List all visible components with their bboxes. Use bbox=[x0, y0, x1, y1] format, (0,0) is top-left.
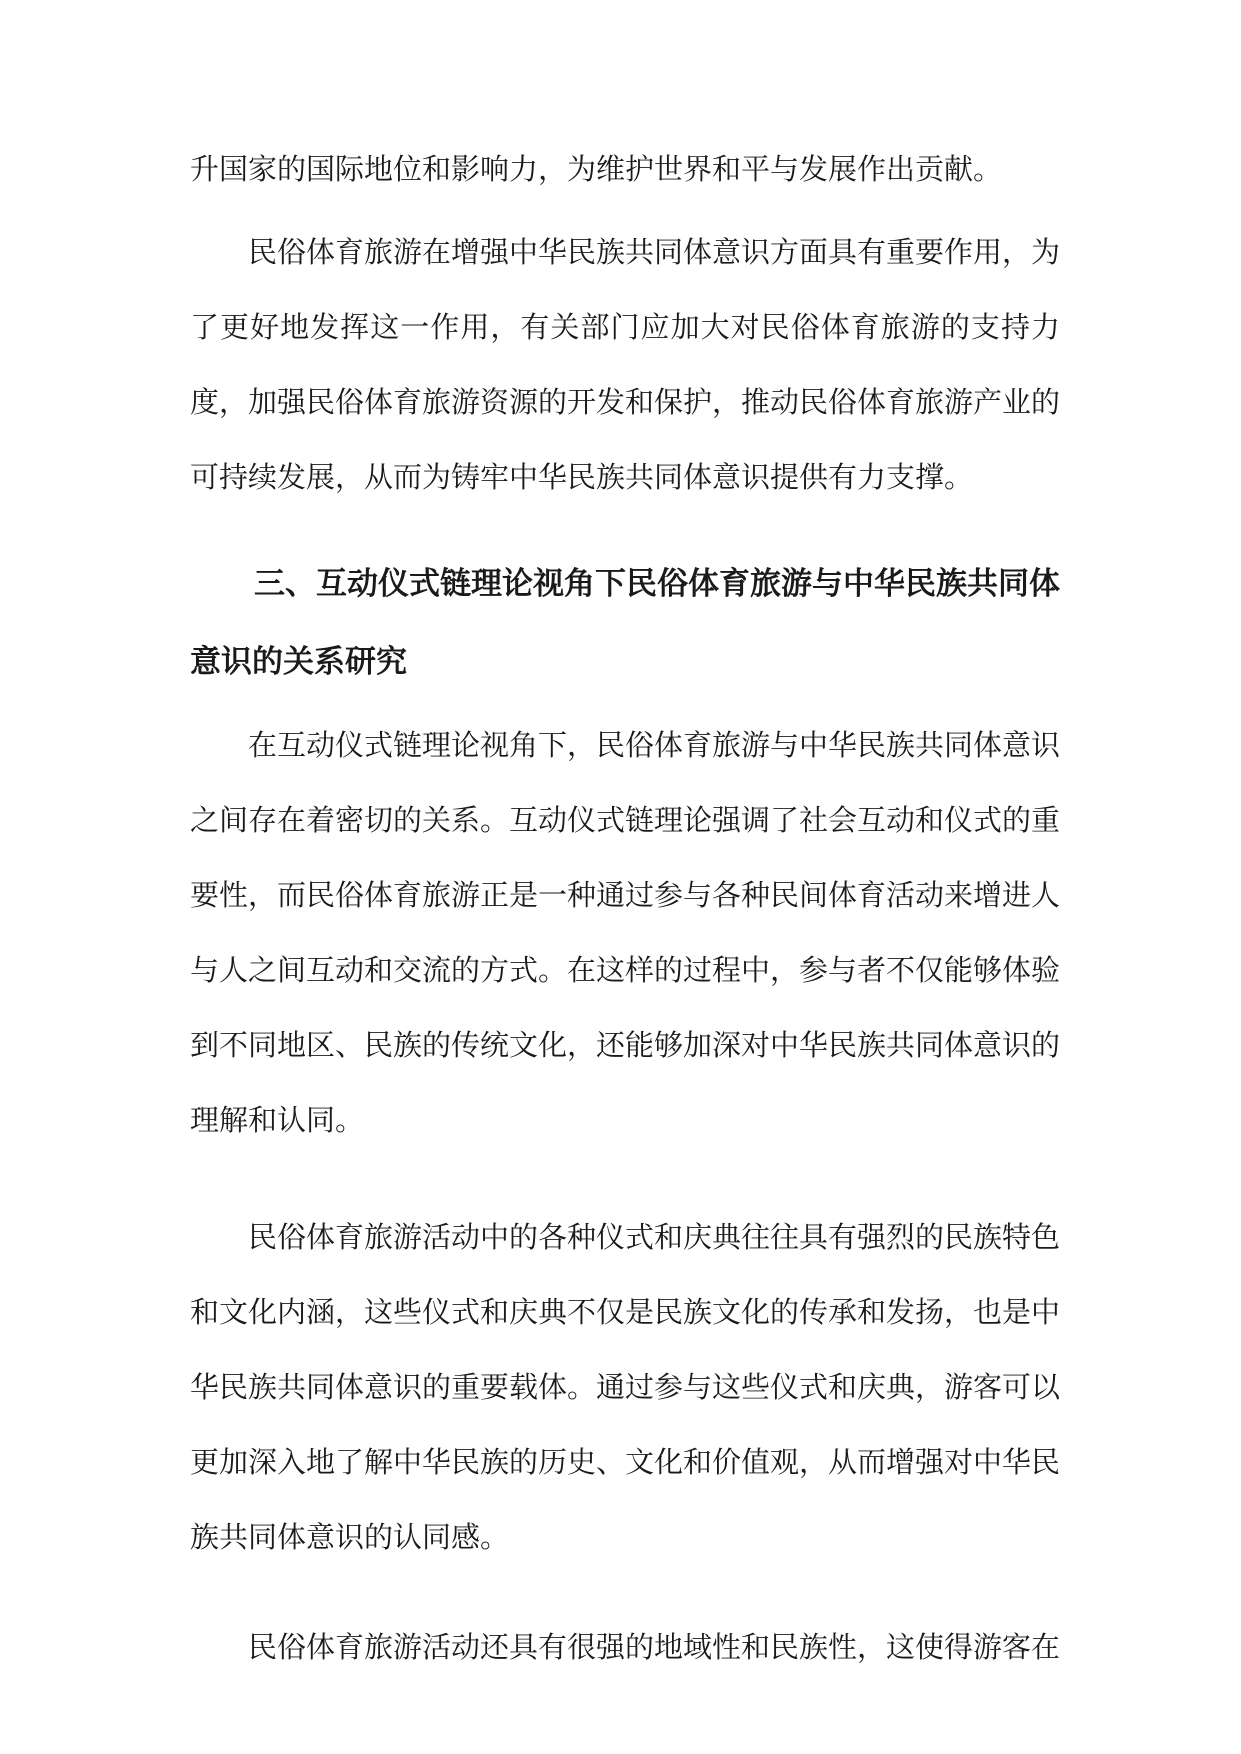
paragraph-regional: 民俗体育旅游活动还具有很强的地域性和民族性，这使得游客在 bbox=[248, 1630, 1061, 1664]
paragraph-support-role: 民俗体育旅游在增强中华民族共同体意识方面具有重要作用，为了更好地发挥这一作用，有关部门应加大对民俗体育旅游的支持力度，加强民俗体育旅游资源的开发和保护，推动民俗体育旅游产业的可持续发展，从而为铸牢中华民族共同体意识提供有力支撑。 bbox=[190, 235, 1061, 494]
paragraph-ceremonies: 民俗体育旅游活动中的各种仪式和庆典往往具有强烈的民族特色和文化内涵，这些仪式和庆典不仅是民族文化的传承和发扬，也是中华民族共同体意识的重要载体。通过参与这些仪式和庆典，游客可以更加深入地了解中华民族的历史、文化和价值观，从而增强对中华民族共同体意识的认同感。 bbox=[190, 1220, 1061, 1554]
paragraph-interaction-ritual: 在互动仪式链理论视角下，民俗体育旅游与中华民族共同体意识之间存在着密切的关系。互动仪式链理论强调了社会互动和仪式的重要性，而民俗体育旅游正是一种通过参与各种民间体育活动来增进人与人之间互动和交流的方式。在这样的过程中，参与者不仅能够体验到不同地区、民族的传统文化，还能够加深对中华民族共同体意识的理解和认同。 bbox=[190, 728, 1061, 1137]
paragraph-continuation: 升国家的国际地位和影响力，为维护世界和平与发展作出贡献。 bbox=[190, 152, 1003, 186]
section-heading: 三、互动仪式链理论视角下民俗体育旅游与中华民族共同体意识的关系研究 bbox=[190, 566, 1060, 680]
